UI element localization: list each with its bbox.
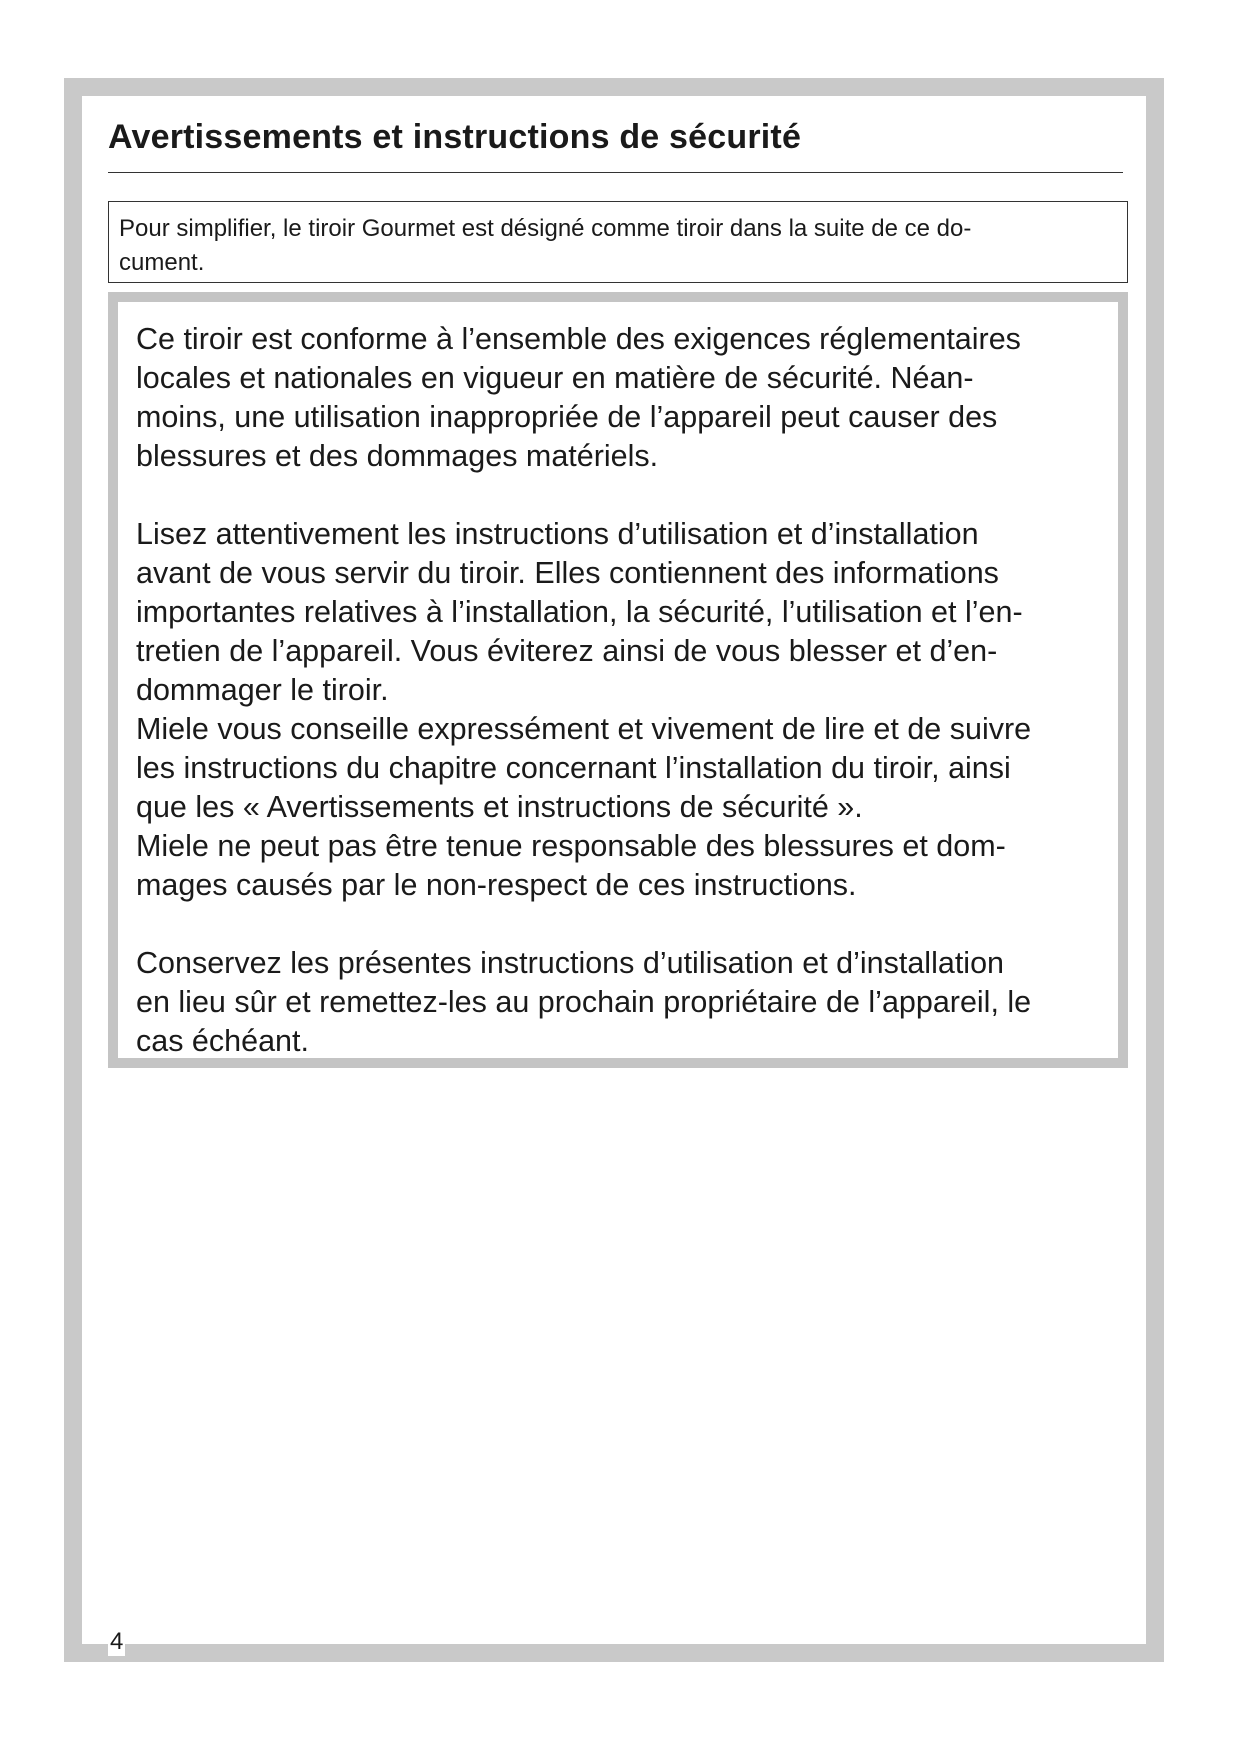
note-line: cument. <box>119 249 205 276</box>
text-line: Miele vous conseille expressément et vivement de lire et de suivre <box>136 712 1032 746</box>
page-title: Avertissements et instructions de sécurité <box>108 118 802 156</box>
warning-paragraph-read-instructions <box>136 515 1110 710</box>
warning-paragraph-compliance <box>136 320 1110 476</box>
warning-paragraph-miele-advice <box>136 710 1110 827</box>
text-line: les instructions du chapitre concernant l’installation du tiroir, ainsi <box>136 751 1011 785</box>
text-line: locales et nationales en vigueur en matière de sécurité. Néan- <box>136 361 974 395</box>
text-line: moins, une utilisation inappropriée de l’appareil peut causer des <box>136 400 998 434</box>
title-divider <box>108 172 1123 173</box>
text-line: Conservez les présentes instructions d’utilisation et d’installation <box>136 946 1004 980</box>
text-line: mages causés par le non-respect de ces instructions. <box>136 868 857 902</box>
note-line: Pour simplifier, le tiroir Gourmet est désigné comme tiroir dans la suite de ce do- <box>119 215 972 242</box>
text-line: blessures et des dommages matériels. <box>136 439 659 473</box>
note-box <box>108 201 1128 283</box>
paragraph-spacer <box>136 476 1110 515</box>
warning-paragraph-keep-instructions <box>136 944 1110 1061</box>
text-line: Ce tiroir est conforme à l’ensemble des exigences réglementaires <box>136 322 1021 356</box>
text-line: dommager le tiroir. <box>136 673 389 707</box>
page-number: 4 <box>110 1628 124 1655</box>
text-line: tretien de l’appareil. Vous éviterez ainsi de vous blesser et d’en- <box>136 634 998 668</box>
warning-paragraph-liability <box>136 827 1110 905</box>
paragraph-spacer <box>136 905 1110 944</box>
text-line: que les « Avertissements et instructions de sécurité ». <box>136 790 863 824</box>
text-line: en lieu sûr et remettez-les au prochain propriétaire de l’appareil, le <box>136 985 1032 1019</box>
text-line: Lisez attentivement les instructions d’utilisation et d’installation <box>136 517 979 551</box>
text-line: avant de vous servir du tiroir. Elles contiennent des informations <box>136 556 999 590</box>
text-line: Miele ne peut pas être tenue responsable des blessures et dom- <box>136 829 1006 863</box>
safety-warning-box <box>108 292 1128 1068</box>
text-line: importantes relatives à l’installation, la sécurité, l’utilisation et l’en- <box>136 595 1023 629</box>
text-line: cas échéant. <box>136 1024 309 1058</box>
